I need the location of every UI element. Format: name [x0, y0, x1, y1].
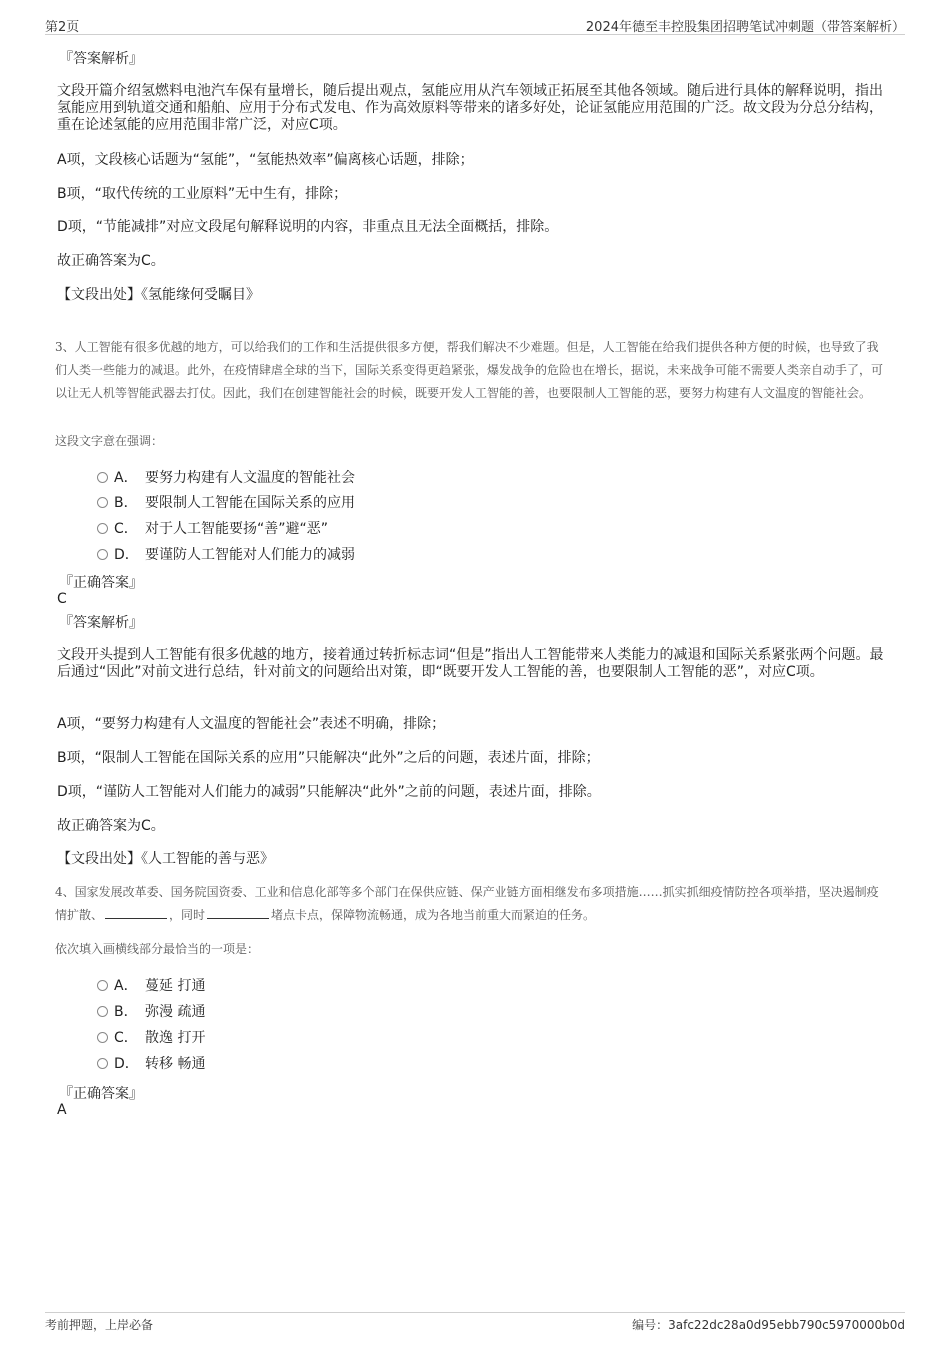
fill-blank-2 [207, 908, 269, 919]
page-header [45, 14, 905, 35]
radio-button[interactable] [97, 472, 108, 483]
option-letter: A． [114, 978, 138, 994]
q3-analysis-body: 文段开头提到人工智能有很多优越的地方，接着通过转折标志词“但是”指出人工智能带来人类能力的减退和国际关系紧张两个问题。最后通过“因此”对前文进行总结，针对前文的问题给出对策，即“既要开发人工智能的善，也要限制人工智能的恶”，对应C项。 [57, 647, 884, 680]
q4-stem-part2: ，同时 [169, 908, 206, 922]
radio-button[interactable] [97, 980, 108, 991]
page-footer [45, 1312, 905, 1337]
option-text: 要限制人工智能在国际关系的应用 [145, 495, 355, 511]
option-letter: C． [114, 1030, 138, 1046]
q4-stem-part3: 堵点卡点，保障物流畅通，成为各地当前重大而紧迫的任务。 [271, 908, 596, 922]
radio-button[interactable] [97, 549, 108, 560]
q3-option-d-explanation: D项，“谨防人工智能对人们能力的减弱”只能解决“此外”之前的问题，表述片面，排除。 [57, 784, 601, 800]
option-text: 对于人工智能要扬“善”避“恶” [145, 521, 329, 537]
q3-prompt: 这段文字意在强调： [55, 434, 164, 448]
radio-button[interactable] [97, 1058, 108, 1069]
q4-answer-heading: 『正确答案』 [59, 1086, 143, 1102]
q2-analysis-body: 文段开篇介绍氢燃料电池汽车保有量增长，随后提出观点，氢能应用从汽车领域正拓展至其他各领域。随后进行具体的解释说明，指出氢能应用到轨道交通和船舶、应用于分布式发电、作为高效原料等带来的诸多好处，论证氢能应用范围的广泛。故文段为分总分结构，重在论述氢能的应用范围非常广泛，对应C项。 [57, 83, 883, 133]
page-number: 第2页 [45, 20, 80, 35]
q2-option-b-explanation: B项，“取代传统的工业原料”无中生有，排除； [57, 186, 348, 202]
option-letter: A． [114, 470, 138, 486]
option-letter: B． [114, 495, 138, 511]
option-text: 要谨防人工智能对人们能力的减弱 [145, 547, 355, 563]
option-text: 要努力构建有人文温度的智能社会 [145, 470, 355, 486]
q4-answer: A [57, 1102, 67, 1118]
q3-answer-heading: 『正确答案』 [59, 575, 143, 591]
option-text: 转移 畅通 [145, 1056, 206, 1072]
q3-answer: C [57, 591, 67, 607]
radio-button[interactable] [97, 523, 108, 534]
option-letter: D． [114, 1056, 139, 1072]
radio-button[interactable] [97, 1006, 108, 1017]
footer-slogan: 考前押题，上岸必备 [45, 1318, 154, 1332]
option-letter: B． [114, 1004, 138, 1020]
q2-source: 【文段出处】《氢能缘何受瞩目》 [57, 287, 260, 303]
q2-option-d-explanation: D项，“节能减排”对应文段尾句解释说明的内容，非重点且无法全面概括，排除。 [57, 219, 559, 235]
q3-source: 【文段出处】《人工智能的善与恶》 [57, 851, 274, 867]
q3-option-a-explanation: A项，“要努力构建有人文温度的智能社会”表述不明确，排除； [57, 716, 446, 732]
document-title: 2024年德至丰控股集团招聘笔试冲刺题（带答案解析） [585, 20, 905, 35]
q3-analysis-heading: 『答案解析』 [59, 615, 143, 631]
q2-conclusion: 故正确答案为C。 [57, 253, 165, 269]
q3-conclusion: 故正确答案为C。 [57, 818, 165, 834]
option-text: 散逸 打开 [145, 1030, 206, 1046]
q3-option-b-explanation: B项，“限制人工智能在国际关系的应用”只能解决“此外”之后的问题，表述片面，排除； [57, 750, 600, 766]
document-code: 编号：3afc22dc28a0d95ebb790c5970000b0d [632, 1318, 905, 1332]
q4-question-stem [55, 881, 890, 927]
radio-button[interactable] [97, 497, 108, 508]
q2-analysis-heading: 『答案解析』 [59, 51, 143, 67]
q4-stem-part1: 4、国家发展改革委、国务院国资委、工业和信息化部等多个部门在保供应链、保产业链方面相继发布多项措施……抓实抓细疫情防控各项举措，坚决遏制疫情扩散、 [55, 885, 879, 922]
q2-option-a-explanation: A项，文段核心话题为“氢能”，“氢能热效率”偏离核心话题，排除； [57, 152, 474, 168]
option-text: 蔓延 打通 [145, 978, 206, 994]
option-text: 弥漫 疏通 [145, 1004, 206, 1020]
q4-prompt: 依次填入画横线部分最恰当的一项是： [55, 942, 260, 956]
radio-button[interactable] [97, 1032, 108, 1043]
option-letter: D． [114, 547, 139, 563]
option-letter: C． [114, 521, 138, 537]
fill-blank-1 [105, 908, 167, 919]
q3-question-stem: 3、人工智能有很多优越的地方，可以给我们的工作和生活提供很多方便，帮我们解决不少难题。但是，人工智能在给我们提供各种方便的时候，也导致了我们人类一些能力的减退。此外，在疫情肆虐全球的当下，国际关系变得更趋紧张，爆发战争的危险也在增长，据说，未来战争可能不需要人类亲自动手了，可以让无人机等智能武器去打仗。因此，我们在创建智能社会的时候，既要开发人工智能的善，也要限制人工智能的恶，要努力构建有人文温度的智能社会。 [55, 340, 884, 400]
